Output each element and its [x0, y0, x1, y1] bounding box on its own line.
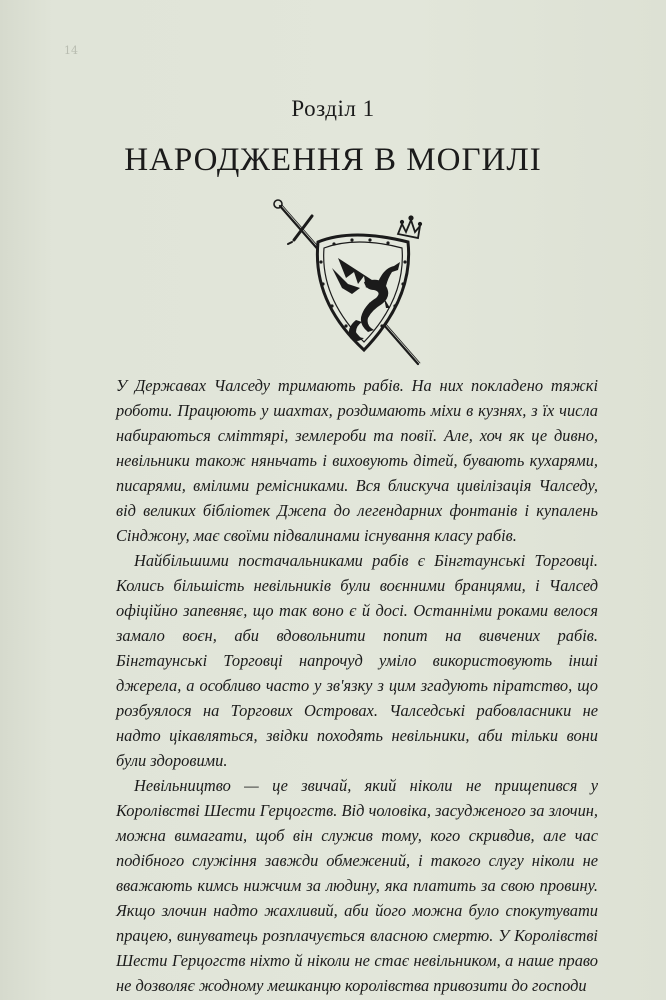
page-number: 14	[64, 44, 78, 57]
chapter-label: Розділ 1	[291, 96, 375, 121]
paragraph-2: Найбільшими постачальниками рабів є Бінгтаунські Торговці. Колись більшість невільників були воєнними бранцями, і Чалсед офіційно запевняє, що так воно є й досі. Останніми роками велося замало воєн, аби вдовольнити попит на вивчених рабів. Бінгтаунські Торговці напрочуд уміло використовують інші джерела, а особливо часто у зв'язку з цим згадують піратство, що розбуялося на Торгових Островах. Чалседські рабовласники не надто цікавляться, звідки походять невільники, аби тільки вони були здоровими.	[116, 551, 598, 770]
chapter-body-text	[116, 373, 598, 998]
paragraph-3: Невільництво — це звичай, який ніколи не прищепився у Королівстві Шести Герцогств. Від чоловіка, засудженого за злочин, можна вимагати, щоб він служив тому, кого скривдив, але час подібного служіння завжди обмежений, і такого слугу ніколи не вважають кимсь нижчим за людину, яка платить за свою провину. Якщо злочин надто жахливий, аби його можна було спокутувати працею, винуватець розплачується власною смертю. У Королівстві Шести Герцогств ніхто й ніколи не стає невільником, а наше право не дозволяє жодному мешканцю королівства привозити до господи	[116, 776, 598, 995]
chapter-title: НАРОДЖЕННЯ В МОГИЛІ	[124, 142, 542, 178]
dragon-shield-emblem-icon	[268, 198, 436, 370]
paragraph-1: У Державах Чалседу тримають рабів. На них покладено тяжкі роботи. Працюють у шахтах, роздимають міхи в кузнях, з їх числа набираються сміттярі, землероби та повії. Але, хоч як це дивно, невільники також няньчать і виховують дітей, бувають кухарями, писарями, вмілими ремісниками. Вся блискуча цивілізація Чалседу, від великих бібліотек Джепа до легендарних фонтанів і купалень Сінджону, має своїми підвалинами існування класу рабів.	[116, 376, 598, 545]
